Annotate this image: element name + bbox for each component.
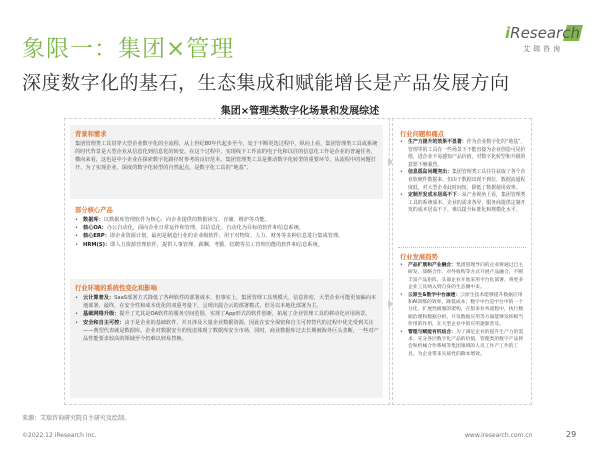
page-subtitle: 深度数字化的基石，生态集成和赋能增长是产品发展方向 (22, 72, 510, 94)
diagram-title: 集团×管理类数字化场景和发展综述 (220, 106, 380, 117)
logo-cn-name: 艾瑞咨询 (523, 45, 563, 53)
logo-wordmark: iResearch (505, 24, 580, 42)
list-item: • 产品扩展和产业融合：集团管理导向的企业将通过自主研发、战略合作、对外收购等方式开展产品融合，不断丰富产品矩阵，头部企业开始采用平台化部署，将更多企业工具纳入到自身的生态圈中来。 (400, 262, 526, 292)
list-item: • HRM(S)：即人力资源管理软件，提供人事管理、薪酬、考勤、招聘等员工管理功能的软件和信息系统。 (75, 241, 381, 249)
list-item: • 云原生&数字中台渗透：云原生技术能够提升数据应用和AI训练的效率，降低成本；数字中台是中台中的一个分化，扩展性极强的架构，在很多业务流程中，执行数据治理和数据分析，开发数据应用等方面能够发挥相当作用的作用，在大型企业中的应用逐渐普及。 (400, 292, 526, 329)
list-item: • 云计算普及：SaaS部署方式降低了各种软件的部署成本，但事实上，集团管理工具规模大、信息涉密，大型企业可能更加偏向本地部署，最终，在安全性和成本优化的双重考量下，呈现出混合云的部署模式，但另以本地化部署为主。 (75, 294, 381, 310)
right-panel (392, 118, 532, 405)
environment-heading: 行业环境的系统性变化和影响 (75, 285, 157, 292)
list-item: • 管理与赋能有机结合：为了满足企业的提升生产力的需求，充分各层数字化产品的价值，管理类的数字产品将会和机械合作系统等集团领域的人员工作产工作的工具，为企业带来实质性的降本增效。 (400, 329, 526, 359)
background-heading: 背景和需求 (75, 131, 107, 138)
list-item: • 信息孤岛问题突出：集团管理类工具往往获取了各个企业软硬件数据来，但由于数据出现不到位，数据流通程度低，对大型企业此时间短，降低了数据使用效率。 (400, 169, 526, 192)
list-item: • 核心ERP：即企业资源计划，最初是制造行业的企业级软件，用于对物资、人力、财务等多种信息进行集成管理。 (75, 232, 381, 240)
page-title: 象限一：集团×管理 (22, 36, 235, 62)
list-item: • 核心OA：办公自动化，面向企业日常运作和管理，以信息化、自动化为目标的软件和信息系统。 (75, 224, 381, 232)
page-number: 29 (566, 430, 577, 439)
copyright: ©2022.12 iResearch Inc. (22, 432, 97, 439)
trends-heading: 行业发展趋势 (400, 254, 438, 261)
list-item: • 数据库：以数据库管理软件为核心，向企业提供的数据读写、存储、维护等功能。 (75, 216, 381, 224)
source-note: 来源：艾瑞咨询研究院自主研究及绘制。 (22, 415, 131, 422)
core-products-list (75, 216, 381, 249)
list-item: • 安全和自主可控：由于是企业的基础软件，并且涉及大量企业数据资源，因此在安全保密和自主可控替代的过程中优先受到关注——典型代表就是数据库。企业对数据安全的忧虑体现了数据库安全市场，同时，商业数据库过去长期被海外巨头垄断，一些对产品性能要求较高的领域至今仍难以轻易替换。 (75, 319, 381, 344)
problems-list (400, 139, 526, 215)
list-item: • 定制开发成本居高不下：从产业视角上看，集团管理类工具的系统成本、企业的需求各异，服务商提供定制开发的成本居高不下，难以提升标准化和规模化水平。 (400, 192, 526, 215)
divider (398, 247, 526, 248)
left-panel (64, 118, 390, 405)
website-link[interactable]: www.iresearch.com.cn (465, 432, 533, 439)
core-products-heading: 部分核心产品 (75, 207, 113, 214)
problems-heading: 行业问题和痛点 (400, 131, 445, 138)
environment-list (75, 294, 381, 343)
list-item: • 基础网络升级：提升了尤其是OA软件的服务空间范围，实现了App形式的软件创新，拓展了企业管理工具的移动化应用场景。 (75, 310, 381, 318)
trends-list (400, 262, 526, 358)
iresearch-logo (505, 24, 581, 60)
background-text: 集团管理类工具贯穿大型企业数字化的全流程，从上世纪80年代起步至今，处于不断更迭过程中，纵向上看，集团管理类工具或系统的时代背景是大型企业从信息化到信息化的转变。在这个过程中，实现线下工作流的电子化和以往的信息化工作是企业的普遍任务，横向来看，这也是中小企业在探索数字化路径时参考的良好范本。集团管理类工具是推动数字化转型的重要环节，从流程中的问题打开，为了实现企业，深度的数字化转型的自然起点，是数字化工具的“地基”。 (75, 141, 378, 171)
list-item: • 生产力提升的效果不显著：作为企业数字化的“地基”，管理等的工具在一些场景下不能直接为企业创造可见价值，进企业不易感知产品价值，对数字化转型和升级的意愿不够强烈。 (400, 139, 526, 169)
